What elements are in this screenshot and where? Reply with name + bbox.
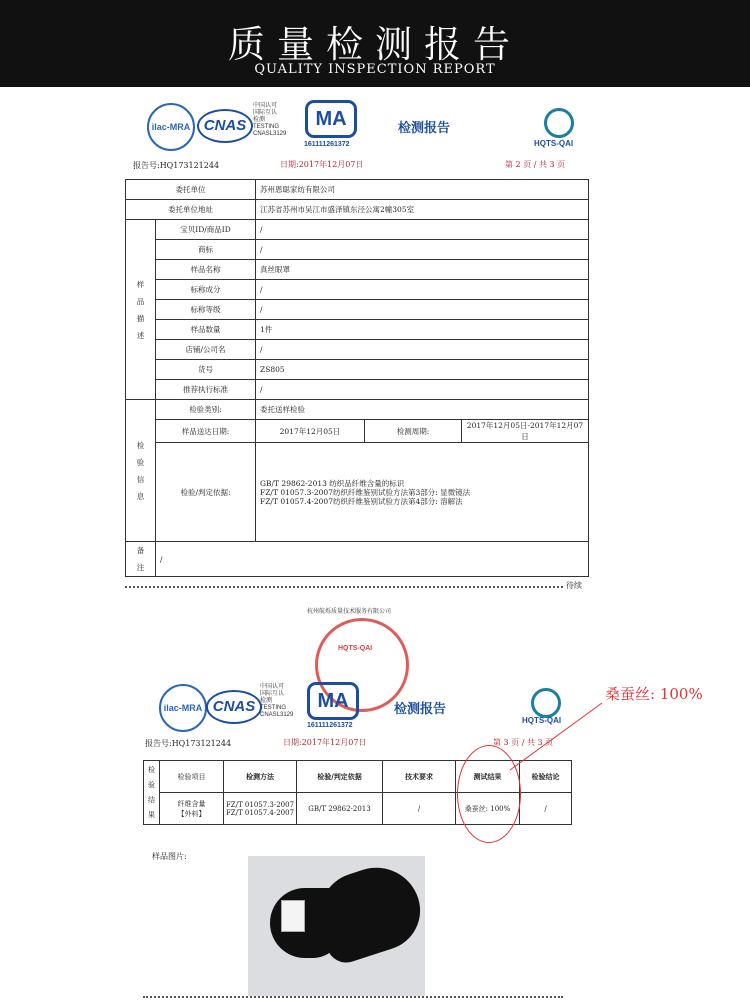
col-header: 检验项目 <box>160 761 224 793</box>
sample-photo <box>248 856 425 996</box>
basis-value: GB/T 29862-2013 纺织品纤维含量的标识 FZ/T 01057.3-2007纺织纤维鉴别试验方法第3部分: 显微镜法 FZ/T 01057.4-2007纺织纤维鉴别试验方法第4部分: 溶解法 <box>256 443 589 542</box>
result-basis: GB/T 29862-2013 <box>297 793 383 825</box>
ma-logo: MA <box>305 100 357 138</box>
basis-label: 检验/判定依据: <box>156 443 256 542</box>
client-label: 委托单位 <box>126 180 256 200</box>
hqts-logo-icon <box>544 108 574 138</box>
sample-row-value: / <box>256 300 589 320</box>
result-value: 桑蚕丝: 100% <box>456 793 520 825</box>
cnas-logo: CNAS <box>206 690 262 724</box>
page-indicator: 第 3 页 / 共 3 页 <box>493 738 554 747</box>
sample-date-label: 样品送达日期: <box>156 420 256 443</box>
sample-info-table <box>125 179 589 577</box>
sample-row-value: / <box>256 240 589 260</box>
bottom-dotted-separator <box>143 996 563 998</box>
sample-row-value: ZS805 <box>256 360 589 380</box>
sample-row-label: 标称等级 <box>156 300 256 320</box>
ilac-mra-logo: ilac-MRA <box>159 684 207 732</box>
remarks-value: / <box>156 542 589 577</box>
cnas-logo: CNAS <box>197 109 253 143</box>
col-header: 检验结论 <box>520 761 572 793</box>
report-title: 检测报告 <box>394 702 447 717</box>
sample-row-label: 样品数量 <box>156 320 256 340</box>
sample-row-label: 店铺/公司名 <box>156 340 256 360</box>
sample-row-label: 货号 <box>156 360 256 380</box>
annotation-pointer-line <box>500 700 610 780</box>
inspection-type-label: 检验类别: <box>156 400 256 420</box>
report-date: 日期:2017年12月07日 <box>280 160 364 169</box>
col-header: 检验/判定依据 <box>297 761 383 793</box>
continued-note: 待续 <box>566 581 582 590</box>
cnas-accreditation-text: 中国认可 国际互认 检测 TESTING CNASL3129 <box>260 684 294 718</box>
page-indicator: 第 2 页 / 共 3 页 <box>505 160 566 169</box>
sample-row-value: 真丝眼罩 <box>256 260 589 280</box>
photo-label: 样品图片: <box>152 852 187 861</box>
sample-row-label: 商标 <box>156 240 256 260</box>
sample-row-value: / <box>256 340 589 360</box>
sample-row-value: / <box>256 380 589 400</box>
hqts-logo-text: HQTS-QAI <box>522 716 562 725</box>
result-requirement: / <box>383 793 456 825</box>
cnas-accreditation-text: 中国认可 国际互认 检测 TESTING CNASL3129 <box>253 103 287 137</box>
ma-number: 161111261372 <box>304 141 350 148</box>
address-label: 委托单位地址 <box>126 200 256 220</box>
remarks-label: 备注 <box>126 542 156 577</box>
result-item: 纤维含量 【外料】 <box>160 793 224 825</box>
sample-row-label: 标称成分 <box>156 280 256 300</box>
header-banner <box>0 0 750 87</box>
col-header: 技术要求 <box>383 761 456 793</box>
sample-row-value: / <box>256 280 589 300</box>
sample-row-label: 推荐执行标准 <box>156 380 256 400</box>
address-value: 江苏省苏州市吴江市盛泽镇东泾公寓2幢305室 <box>256 200 589 220</box>
sample-row-label: 样品名称 <box>156 260 256 280</box>
col-header: 测试结果 <box>456 761 520 793</box>
company-name: 杭州航烁质量技术服务有限公司 <box>307 608 392 615</box>
ma-logo: MA <box>307 682 359 720</box>
dotted-separator <box>125 586 563 588</box>
inspection-type-value: 委托送样检验 <box>256 400 589 420</box>
result-method: FZ/T 01057.3-2007 FZ/T 01057.4-2007 <box>224 793 297 825</box>
annotation-text: 桑蚕丝: 100% <box>605 685 703 703</box>
report-number: 报告号:HQ173121244 <box>145 739 232 748</box>
results-section-label: 检验结果 <box>144 761 160 825</box>
col-header: 检测方法 <box>224 761 297 793</box>
ma-number: 161111261372 <box>307 722 353 729</box>
period-value: 2017年12月05日-2017年12月07日 <box>462 420 589 443</box>
sample-date-value: 2017年12月05日 <box>256 420 365 443</box>
ilac-mra-logo: ilac-MRA <box>147 103 195 151</box>
sample-section-label: 样品描述 <box>126 220 156 400</box>
result-conclusion: / <box>520 793 572 825</box>
seal-text: HQTS-QAI <box>338 645 373 652</box>
inspection-section-label: 检验信息 <box>126 400 156 542</box>
hqts-logo-text: HQTS-QAI <box>534 139 574 148</box>
report-title: 检测报告 <box>398 121 451 136</box>
sample-row-value: 1件 <box>256 320 589 340</box>
header-title-en: QUALITY INSPECTION REPORT <box>254 62 496 77</box>
sample-row-label: 宝贝ID/商品ID <box>156 220 256 240</box>
report-number: 报告号:HQ173121244 <box>133 161 220 170</box>
period-label: 检测周期: <box>365 420 462 443</box>
client-value: 苏州恩聪家纺有限公司 <box>256 180 589 200</box>
header-title-cn: 质量检测报告 <box>228 23 522 66</box>
report-date: 日期:2017年12月07日 <box>283 738 367 747</box>
sample-row-value: / <box>256 220 589 240</box>
